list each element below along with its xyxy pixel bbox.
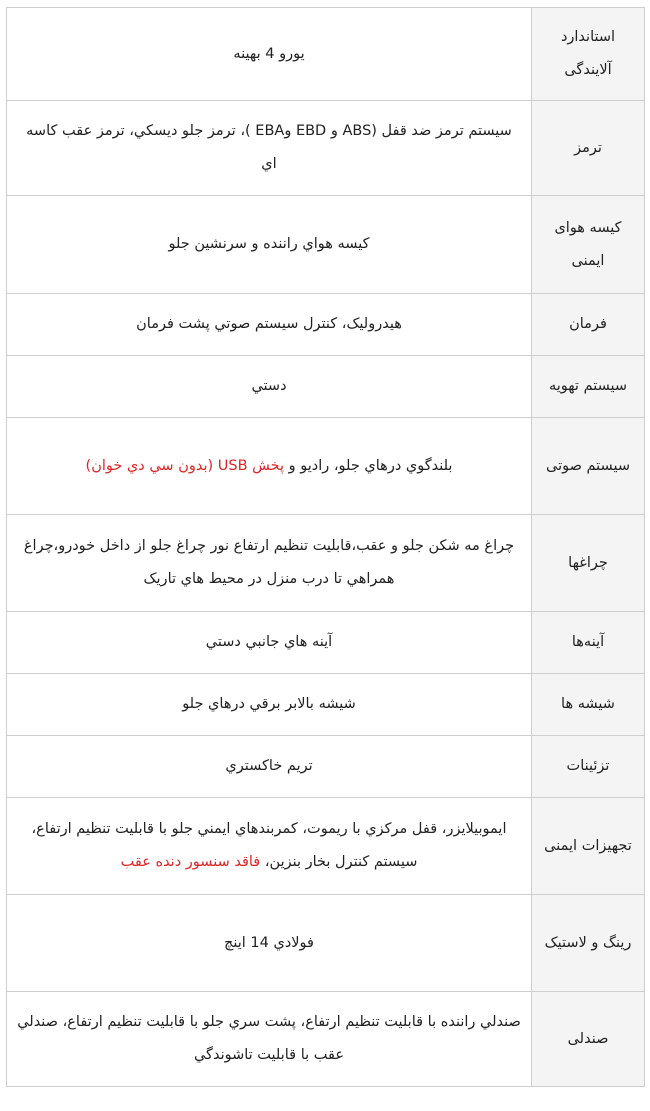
spec-value-text: بلندگوي درهاي جلو، رادیو و [288,457,453,474]
spec-row-audio-system [7,418,645,515]
spec-label: کیسه هوای ایمنی [532,196,645,294]
spec-value: سیستم ترمز ضد قفل (ABS و EBD وEBA )، ترمز جلو دیسکي، ترمز عقب کاسه اي [7,101,532,196]
spec-value-highlight: پخش USB (بدون سي دي خوان) [85,457,285,474]
spec-row-seats [7,992,645,1087]
spec-row-safety-equipment [7,798,645,895]
spec-label: رینگ و لاستیک [532,895,645,992]
spec-value-text: ایموبیلایزر، قفل مرکزي با ریموت، کمربندهاي ایمني جلو با قابلیت تنظیم ارتفاع، سیستم کنترل بخار بنزین، [31,821,507,870]
spec-value: صندلي راننده با قابلیت تنظیم ارتفاع، پشت سري جلو با قابلیت تنظیم ارتفاع، صندلي عقب با قابلیت تاشوندگي [7,992,532,1087]
spec-row-emission-standard [7,8,645,101]
spec-value [7,798,532,895]
spec-label: شیشه ها [532,674,645,736]
spec-label: چراغها [532,515,645,612]
spec-label: تزئینات [532,736,645,798]
spec-value: تریم خاکستري [7,736,532,798]
spec-value: کیسه هواي راننده و سرنشین جلو [7,196,532,294]
spec-label: سیستم صوتی [532,418,645,515]
spec-label: تجهیزات ایمنی [532,798,645,895]
spec-label: سیستم تهویه [532,356,645,418]
spec-value: چراغ مه شکن جلو و عقب،قابلیت تنظیم ارتفاع نور چراغ جلو از داخل خودرو،چراغ همراهي تا درب منزل در محیط هاي تاریک [7,515,532,612]
spec-row-brakes [7,101,645,196]
spec-value: یورو 4 بهینه [7,8,532,101]
spec-row-trim [7,736,645,798]
spec-value: فولادي 14 اینچ [7,895,532,992]
spec-value: دستي [7,356,532,418]
spec-row-lights [7,515,645,612]
spec-label: آینه‌ها [532,612,645,674]
spec-row-windows [7,674,645,736]
spec-row-ventilation [7,356,645,418]
spec-label: ترمز [532,101,645,196]
spec-value: آینه هاي جانبي دستي [7,612,532,674]
car-spec-table [6,7,645,1087]
spec-row-wheels-tires [7,895,645,992]
spec-label: صندلی [532,992,645,1087]
spec-value: شیشه بالابر برقي درهاي جلو [7,674,532,736]
spec-row-steering [7,294,645,356]
spec-row-airbags [7,196,645,294]
spec-row-mirrors [7,612,645,674]
spec-value-highlight: فاقد سنسور دنده عقب [120,854,261,870]
spec-value: هیدرولیک، کنترل سیستم صوتي پشت فرمان [7,294,532,356]
spec-label: فرمان [532,294,645,356]
spec-label: استاندارد آلایندگی [532,8,645,101]
spec-value [7,418,532,515]
